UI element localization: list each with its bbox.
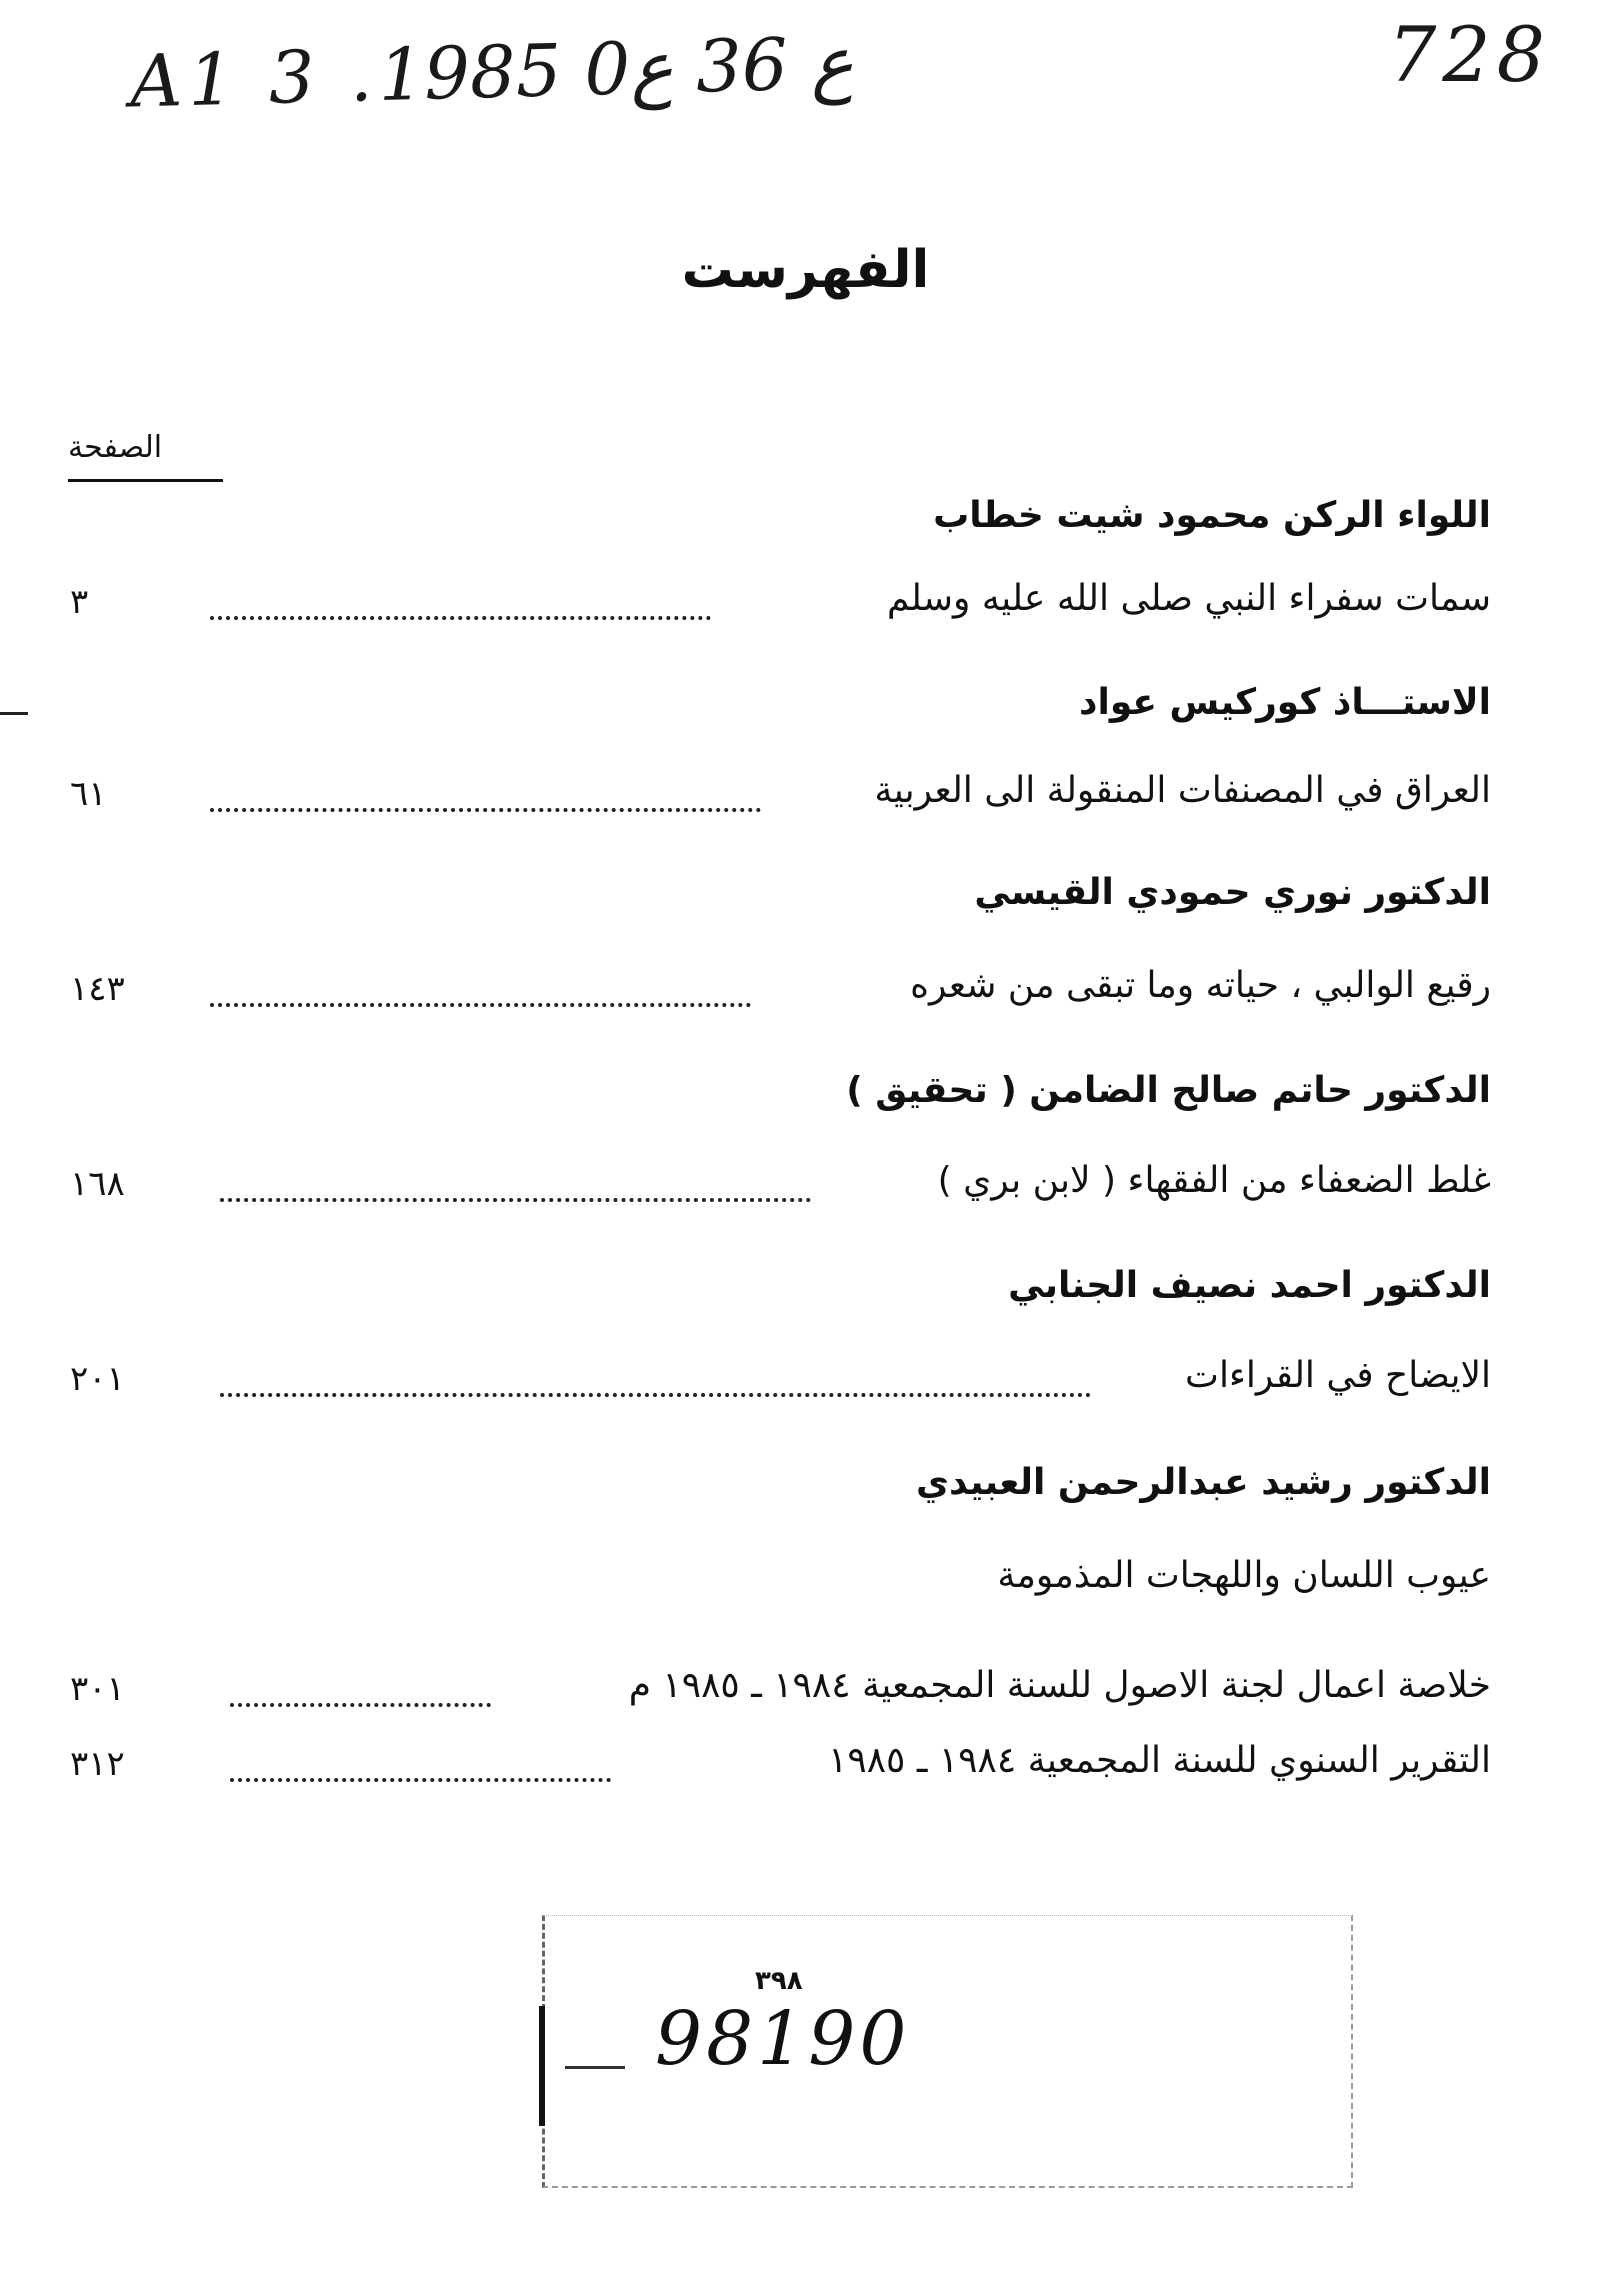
author-heading: الدكتور رشيد عبدالرحمن العبيدي [916,1462,1491,1503]
toc-entry [70,1355,1491,1415]
entry-page: ٣١٢ [70,1744,125,1784]
dot-leader [220,1393,1091,1397]
stamp-bar [539,2006,545,2126]
entry-title: عيوب اللسان واللهجات المذمومة [997,1555,1491,1596]
stamp-number: 98190 [655,1996,911,2082]
entry-page: ٣ [70,582,89,622]
page-title: الفهرست [681,240,930,300]
toc-entry [70,578,1491,638]
author-heading: اللواء الركن محمود شيت خطاب [933,495,1491,536]
dot-leader [230,1778,611,1782]
library-stamp [542,1915,1353,2188]
handwritten-reference: A1 3 .ع 36 ع0 1985 [129,20,855,124]
entry-page: ٣٠١ [70,1669,125,1709]
edge-mark [0,712,28,715]
dot-leader [210,616,711,620]
handwritten-number: 728 [1387,10,1551,99]
toc-entry [70,770,1491,830]
dot-leader [230,1703,491,1707]
entry-page: ٦١ [70,774,107,814]
dot-leader [210,1003,751,1007]
author-heading: الاستـــاذ كوركيس عواد [1079,682,1491,723]
entry-title: سمات سفراء النبي صلى الله عليه وسلم [886,578,1491,619]
entry-title: الايضاح في القراءات [1185,1355,1491,1396]
toc-entry [70,1555,1491,1615]
entry-title: العراق في المصنفات المنقولة الى العربية [874,770,1491,811]
entry-title: التقرير السنوي للسنة المجمعية ١٩٨٤ ـ ١٩٨٥ [828,1740,1491,1781]
entry-page: ١٤٣ [70,969,125,1009]
toc-entry [70,1740,1491,1800]
author-heading: الدكتور حاتم صالح الضامن ( تحقيق ) [846,1070,1491,1111]
entry-title: رقيع الوالبي ، حياته وما تبقى من شعره [910,965,1491,1006]
toc-entry [70,1665,1491,1725]
toc-entry [70,1160,1491,1220]
dot-leader [210,808,761,812]
entry-title: خلاصة اعمال لجنة الاصول للسنة المجمعية ١٩٨٤ ـ ١٩٨٥ م [628,1665,1491,1706]
entry-title: غلط الضعفاء من الفقهاء ( لابن بري ) [937,1160,1491,1201]
stamp-mark: ٣٩٨ [755,1966,803,1996]
toc-entry [70,965,1491,1025]
author-heading: الدكتور نوري حمودي القيسي [974,872,1491,913]
entry-page: ٢٠١ [70,1359,125,1399]
dot-leader [220,1198,811,1202]
author-heading: الدكتور احمد نصيف الجنابي [1008,1265,1491,1306]
page-column-header: الصفحة [68,430,223,482]
stamp-tick [565,2066,625,2069]
entry-page: ١٦٨ [70,1164,125,1204]
